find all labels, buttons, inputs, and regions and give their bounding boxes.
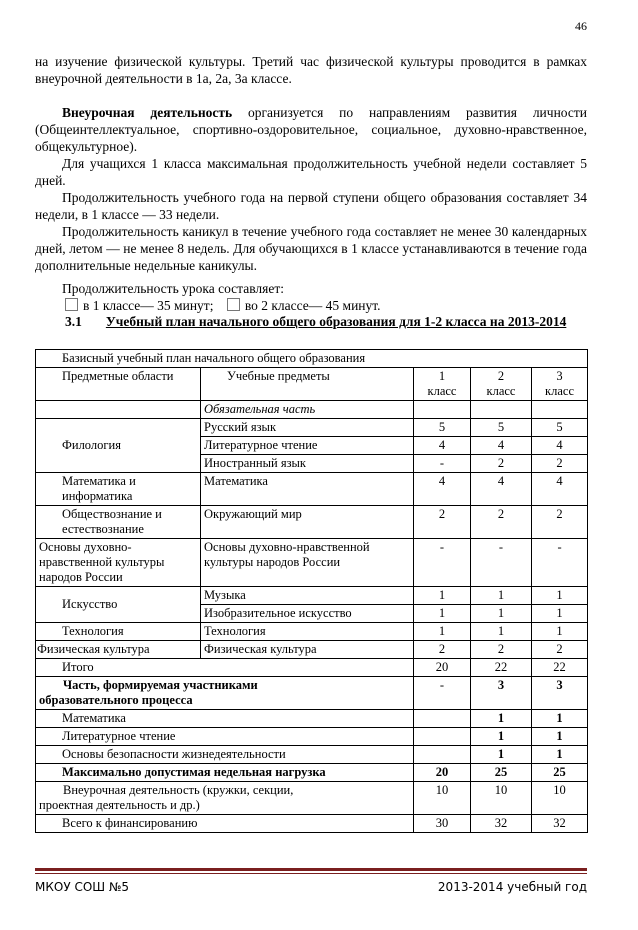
- table-caption: Базисный учебный план начального общего образования: [36, 350, 588, 368]
- hours-g2: 32: [471, 815, 532, 833]
- hours-g1: 20: [414, 659, 471, 677]
- hours-g2: 10: [471, 782, 532, 815]
- grade-label: класс: [486, 384, 516, 398]
- hours-g3: 2: [532, 506, 588, 539]
- subject-name: Литературное чтение: [201, 437, 414, 455]
- table-row: [36, 746, 588, 764]
- table-row: [36, 506, 588, 539]
- hours-g2: -: [471, 539, 532, 587]
- hours-g2: 1: [471, 605, 532, 623]
- hours-g1: 4: [414, 473, 471, 506]
- hours-g3: 1: [532, 710, 588, 728]
- cell-empty: [414, 401, 471, 419]
- subject-name: Окружающий мир: [201, 506, 414, 539]
- hours-g1: 4: [414, 437, 471, 455]
- curriculum-table: [35, 349, 588, 833]
- subject-name: Изобразительное искусство: [201, 605, 414, 623]
- variable-part-text: Часть, формируемая участниками образовательного процесса: [39, 678, 258, 707]
- grade-number: 2: [497, 369, 505, 383]
- bullet-grade2: во 2 классе— 45 минут.: [244, 298, 381, 313]
- hours-g3: 3: [532, 677, 588, 710]
- section-number: 3.1: [65, 314, 82, 329]
- hours-g3: 32: [532, 815, 588, 833]
- table-row: [36, 587, 588, 605]
- hours-g2: 2: [471, 641, 532, 659]
- hours-g3: 1: [532, 587, 588, 605]
- table-row: [36, 677, 588, 710]
- hours-g3: 1: [532, 746, 588, 764]
- intro-paragraph: на изучение физической культуры. Третий час физической культуры проводится в рамках внеурочной деятельности в 1а, 2а, 3а классе.: [35, 54, 587, 86]
- extracurricular-text: Внеурочная деятельность (кружки, секции, проектная деятельность и др.): [39, 783, 294, 812]
- hours-g3: 4: [532, 437, 588, 455]
- grade-label: класс: [545, 384, 575, 398]
- hours-g3: 25: [532, 764, 588, 782]
- grade-number: 1: [438, 369, 446, 383]
- table-row: [36, 623, 588, 641]
- subject-name: Литературное чтение: [36, 728, 414, 746]
- hours-g1: [414, 710, 471, 728]
- table-row: [36, 401, 588, 419]
- header-grade-3: [532, 368, 588, 401]
- footer-school: МКОУ СОШ №5: [35, 880, 130, 894]
- hours-g2: 1: [471, 728, 532, 746]
- table-row: [36, 419, 588, 437]
- hours-g2: 3: [471, 677, 532, 710]
- extracurricular-label: [36, 782, 414, 815]
- table-header-row: [36, 368, 588, 401]
- hours-g1: 2: [414, 506, 471, 539]
- table-row: [36, 728, 588, 746]
- variable-part-label: [36, 677, 414, 710]
- table-row: [36, 641, 588, 659]
- checkbox-bullet-icon: [65, 298, 78, 311]
- area-art: Искусство: [36, 587, 201, 623]
- hours-g1: 1: [414, 587, 471, 605]
- extracurricular-term: Внеурочная деятельность: [62, 105, 233, 120]
- area-tech: Технология: [36, 623, 201, 641]
- header-areas-label: Предметные области: [62, 369, 174, 383]
- subject-name: Математика: [36, 710, 414, 728]
- area-philology: Филология: [36, 419, 201, 473]
- grade-label: класс: [427, 384, 457, 398]
- subject-name: Основы духовно-нравственной культуры народов России: [201, 539, 414, 587]
- hours-g1: 5: [414, 419, 471, 437]
- bullet-grade1: в 1 классе— 35 минут;: [83, 298, 214, 313]
- hours-g3: 1: [532, 623, 588, 641]
- year-length-paragraph: Продолжительность учебного года на первой ступени общего образования составляет 34 недели, в 1 классе — 33 недели.: [35, 190, 587, 222]
- table-caption-row: [36, 350, 588, 368]
- lesson-length-paragraph: Продолжительность урока составляет:: [62, 281, 284, 296]
- subject-name: Физическая культура: [201, 641, 414, 659]
- hours-g3: 1: [532, 728, 588, 746]
- cell-empty: [532, 401, 588, 419]
- hours-g3: 1: [532, 605, 588, 623]
- section-title: Учебный план начального общего образования для 1-2 класса на 2013-2014: [105, 314, 567, 329]
- footer-rule-thick: [35, 868, 587, 871]
- hours-g1: 20: [414, 764, 471, 782]
- table-row: [36, 473, 588, 506]
- hours-g3: 22: [532, 659, 588, 677]
- section-heading: [35, 314, 587, 330]
- table-row: [36, 815, 588, 833]
- hours-g3: 4: [532, 473, 588, 506]
- hours-g2: 4: [471, 473, 532, 506]
- footer-rule-thin: [35, 873, 587, 874]
- max-load-label: Максимально допустимая недельная нагрузка: [36, 764, 414, 782]
- funding-label: Всего к финансированию: [36, 815, 414, 833]
- area-pe: Физическая культура: [36, 641, 201, 659]
- table-row: [36, 539, 588, 587]
- subject-name: Основы безопасности жизнедеятельности: [36, 746, 414, 764]
- hours-g2: 1: [471, 746, 532, 764]
- hours-g1: -: [414, 455, 471, 473]
- extracurricular-paragraph: [35, 104, 587, 155]
- mandatory-part-label: Обязательная часть: [201, 401, 414, 419]
- hours-g3: -: [532, 539, 588, 587]
- header-grade-2: [471, 368, 532, 401]
- hours-g2: 1: [471, 587, 532, 605]
- subject-name: Технология: [201, 623, 414, 641]
- hours-g3: 2: [532, 641, 588, 659]
- checkbox-bullet-icon: [227, 298, 240, 311]
- hours-g2: 5: [471, 419, 532, 437]
- week-length-paragraph: Для учащихся 1 класса максимальная продолжительность учебной недели составляет 5 дней.: [35, 156, 587, 188]
- hours-g3: 2: [532, 455, 588, 473]
- area-orkse: Основы духовно-нравственной культуры народов России: [36, 539, 201, 587]
- subject-name: Математика: [201, 473, 414, 506]
- extracurricular-text: организуется по направлениям развития личности (Общеинтеллектуальное, спортивно-оздоровительное, социальное, духовно-нравственное, общекультурное).: [35, 105, 587, 154]
- hours-g3: 10: [532, 782, 588, 815]
- cell-empty: [471, 401, 532, 419]
- hours-g2: 22: [471, 659, 532, 677]
- header-grade-1: [414, 368, 471, 401]
- hours-g1: -: [414, 677, 471, 710]
- hours-g2: 1: [471, 623, 532, 641]
- header-areas: [36, 368, 201, 401]
- hours-g2: 2: [471, 506, 532, 539]
- hours-g1: [414, 728, 471, 746]
- footer-year: 2013-2014 учебный год: [437, 880, 587, 894]
- total-label: Итого: [36, 659, 414, 677]
- subject-name: Иностранный язык: [201, 455, 414, 473]
- hours-g2: 25: [471, 764, 532, 782]
- hours-g1: 1: [414, 605, 471, 623]
- hours-g1: 10: [414, 782, 471, 815]
- table-row: [36, 659, 588, 677]
- grade-number: 3: [556, 369, 563, 383]
- hours-g2: 4: [471, 437, 532, 455]
- hours-g1: 1: [414, 623, 471, 641]
- header-subjects: Учебные предметы: [201, 368, 414, 401]
- hours-g1: 2: [414, 641, 471, 659]
- hours-g1: [414, 746, 471, 764]
- subject-name: Музыка: [201, 587, 414, 605]
- table-row: [36, 710, 588, 728]
- cell-empty: [36, 401, 201, 419]
- area-math: Математика и информатика: [36, 473, 201, 506]
- table-row: [36, 782, 588, 815]
- page-number: 46: [575, 19, 587, 33]
- subject-name: Русский язык: [201, 419, 414, 437]
- hours-g2: 1: [471, 710, 532, 728]
- hours-g2: 2: [471, 455, 532, 473]
- hours-g1: -: [414, 539, 471, 587]
- hours-g3: 5: [532, 419, 588, 437]
- table-row: [36, 764, 588, 782]
- hours-g1: 30: [414, 815, 471, 833]
- area-social: Обществознание и естествознание: [36, 506, 201, 539]
- holidays-paragraph: Продолжительность каникул в течение учебного года составляет не менее 30 календарных дней, летом — не менее 8 недель. Для обучающихся в 1 классе устанавливаются в течение года дополнительные недельные каникулы.: [35, 224, 587, 273]
- lesson-length-list: [35, 297, 381, 314]
